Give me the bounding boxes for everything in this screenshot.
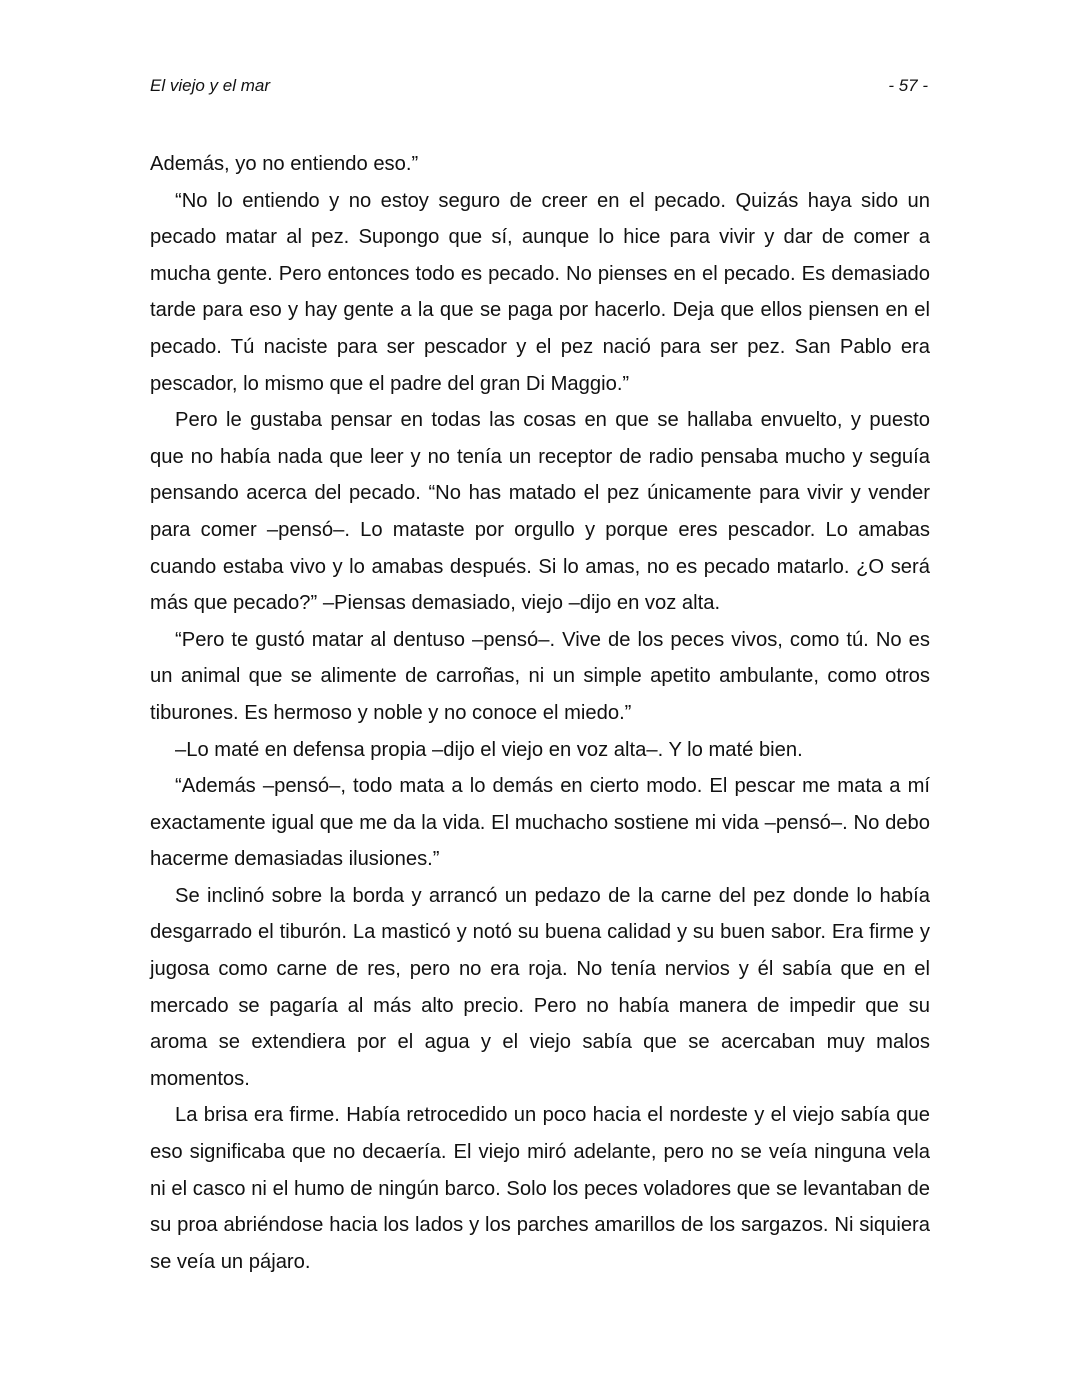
paragraph: La brisa era firme. Había retrocedido un poco hacia el nordeste y el viejo sabía que eso significaba que no decaería. El viejo miró adelante, pero no se veía ninguna vela ni el casco ni el humo de ningún barco. Solo los peces voladores que se levantaban de su proa abriéndose hacia los lados y los parches amarillos de los sargazos. Ni siquiera se veía un pájaro. [150,1104,930,1273]
paragraph-continuation: Además, yo no entiendo eso.” [150,153,419,175]
running-title: El viejo y el mar [150,76,270,95]
paragraph: –Lo maté en defensa propia –dijo el viejo en voz alta–. Y lo maté bien. [175,738,803,761]
paragraph: “No lo entiendo y no estoy seguro de creer en el pecado. Quizás haya sido un pecado matar al pez. Supongo que sí, aunque lo hice para vivir y dar de comer a mucha gente. Pero entonces todo es pecado. No pienses en el pecado. Es demasiado tarde para eso y hay gente a la que se paga por hacerlo. Deja que ellos piensen en el pecado. Tú naciste para ser pescador y el pez nació para ser pez. San Pablo era pescador, lo mismo que el padre del gran Di Maggio.” [150,189,930,395]
paragraph: Pero le gustaba pensar en todas las cosas en que se hallaba envuelto, y puesto que no había nada que leer y no tenía un receptor de radio pensaba mucho y seguía pensando acerca del pecado. “No has matado el pez únicamente para vivir y vender para comer –pensó–. Lo mataste por orgullo y porque eres pescador. Lo amabas cuando estaba vivo y lo amabas después. Si lo amas, no es pecado matarlo. ¿O será más que pecado?” –Piensas demasiado, viejo –dijo en voz alta. [150,409,930,615]
paragraph: “Pero te gustó matar al dentuso –pensó–. Vive de los peces vivos, como tú. No es un animal que se alimente de carroñas, ni un simple apetito ambulante, como otros tiburones. Es hermoso y noble y no conoce el miedo.” [150,628,930,724]
page-number: - 57 - [888,76,928,95]
body-text [150,146,930,1280]
paragraph: “Además –pensó–, todo mata a lo demás en cierto modo. El pescar me mata a mí exactamente igual que me da la vida. El muchacho sostiene mi vida –pensó–. No debo hacerme demasiadas ilusiones.” [150,775,930,871]
paragraph: Se inclinó sobre la borda y arrancó un pedazo de la carne del pez donde lo había desgarrado el tiburón. La masticó y notó su buena calidad y su buen sabor. Era firme y jugosa como carne de res, pero no era roja. No tenía nervios y él sabía que en el mercado se pagaría al más alto precio. Pero no había manera de impedir que su aroma se extendiera por el agua y el viejo sabía que se acercaban muy malos momentos. [150,884,930,1090]
